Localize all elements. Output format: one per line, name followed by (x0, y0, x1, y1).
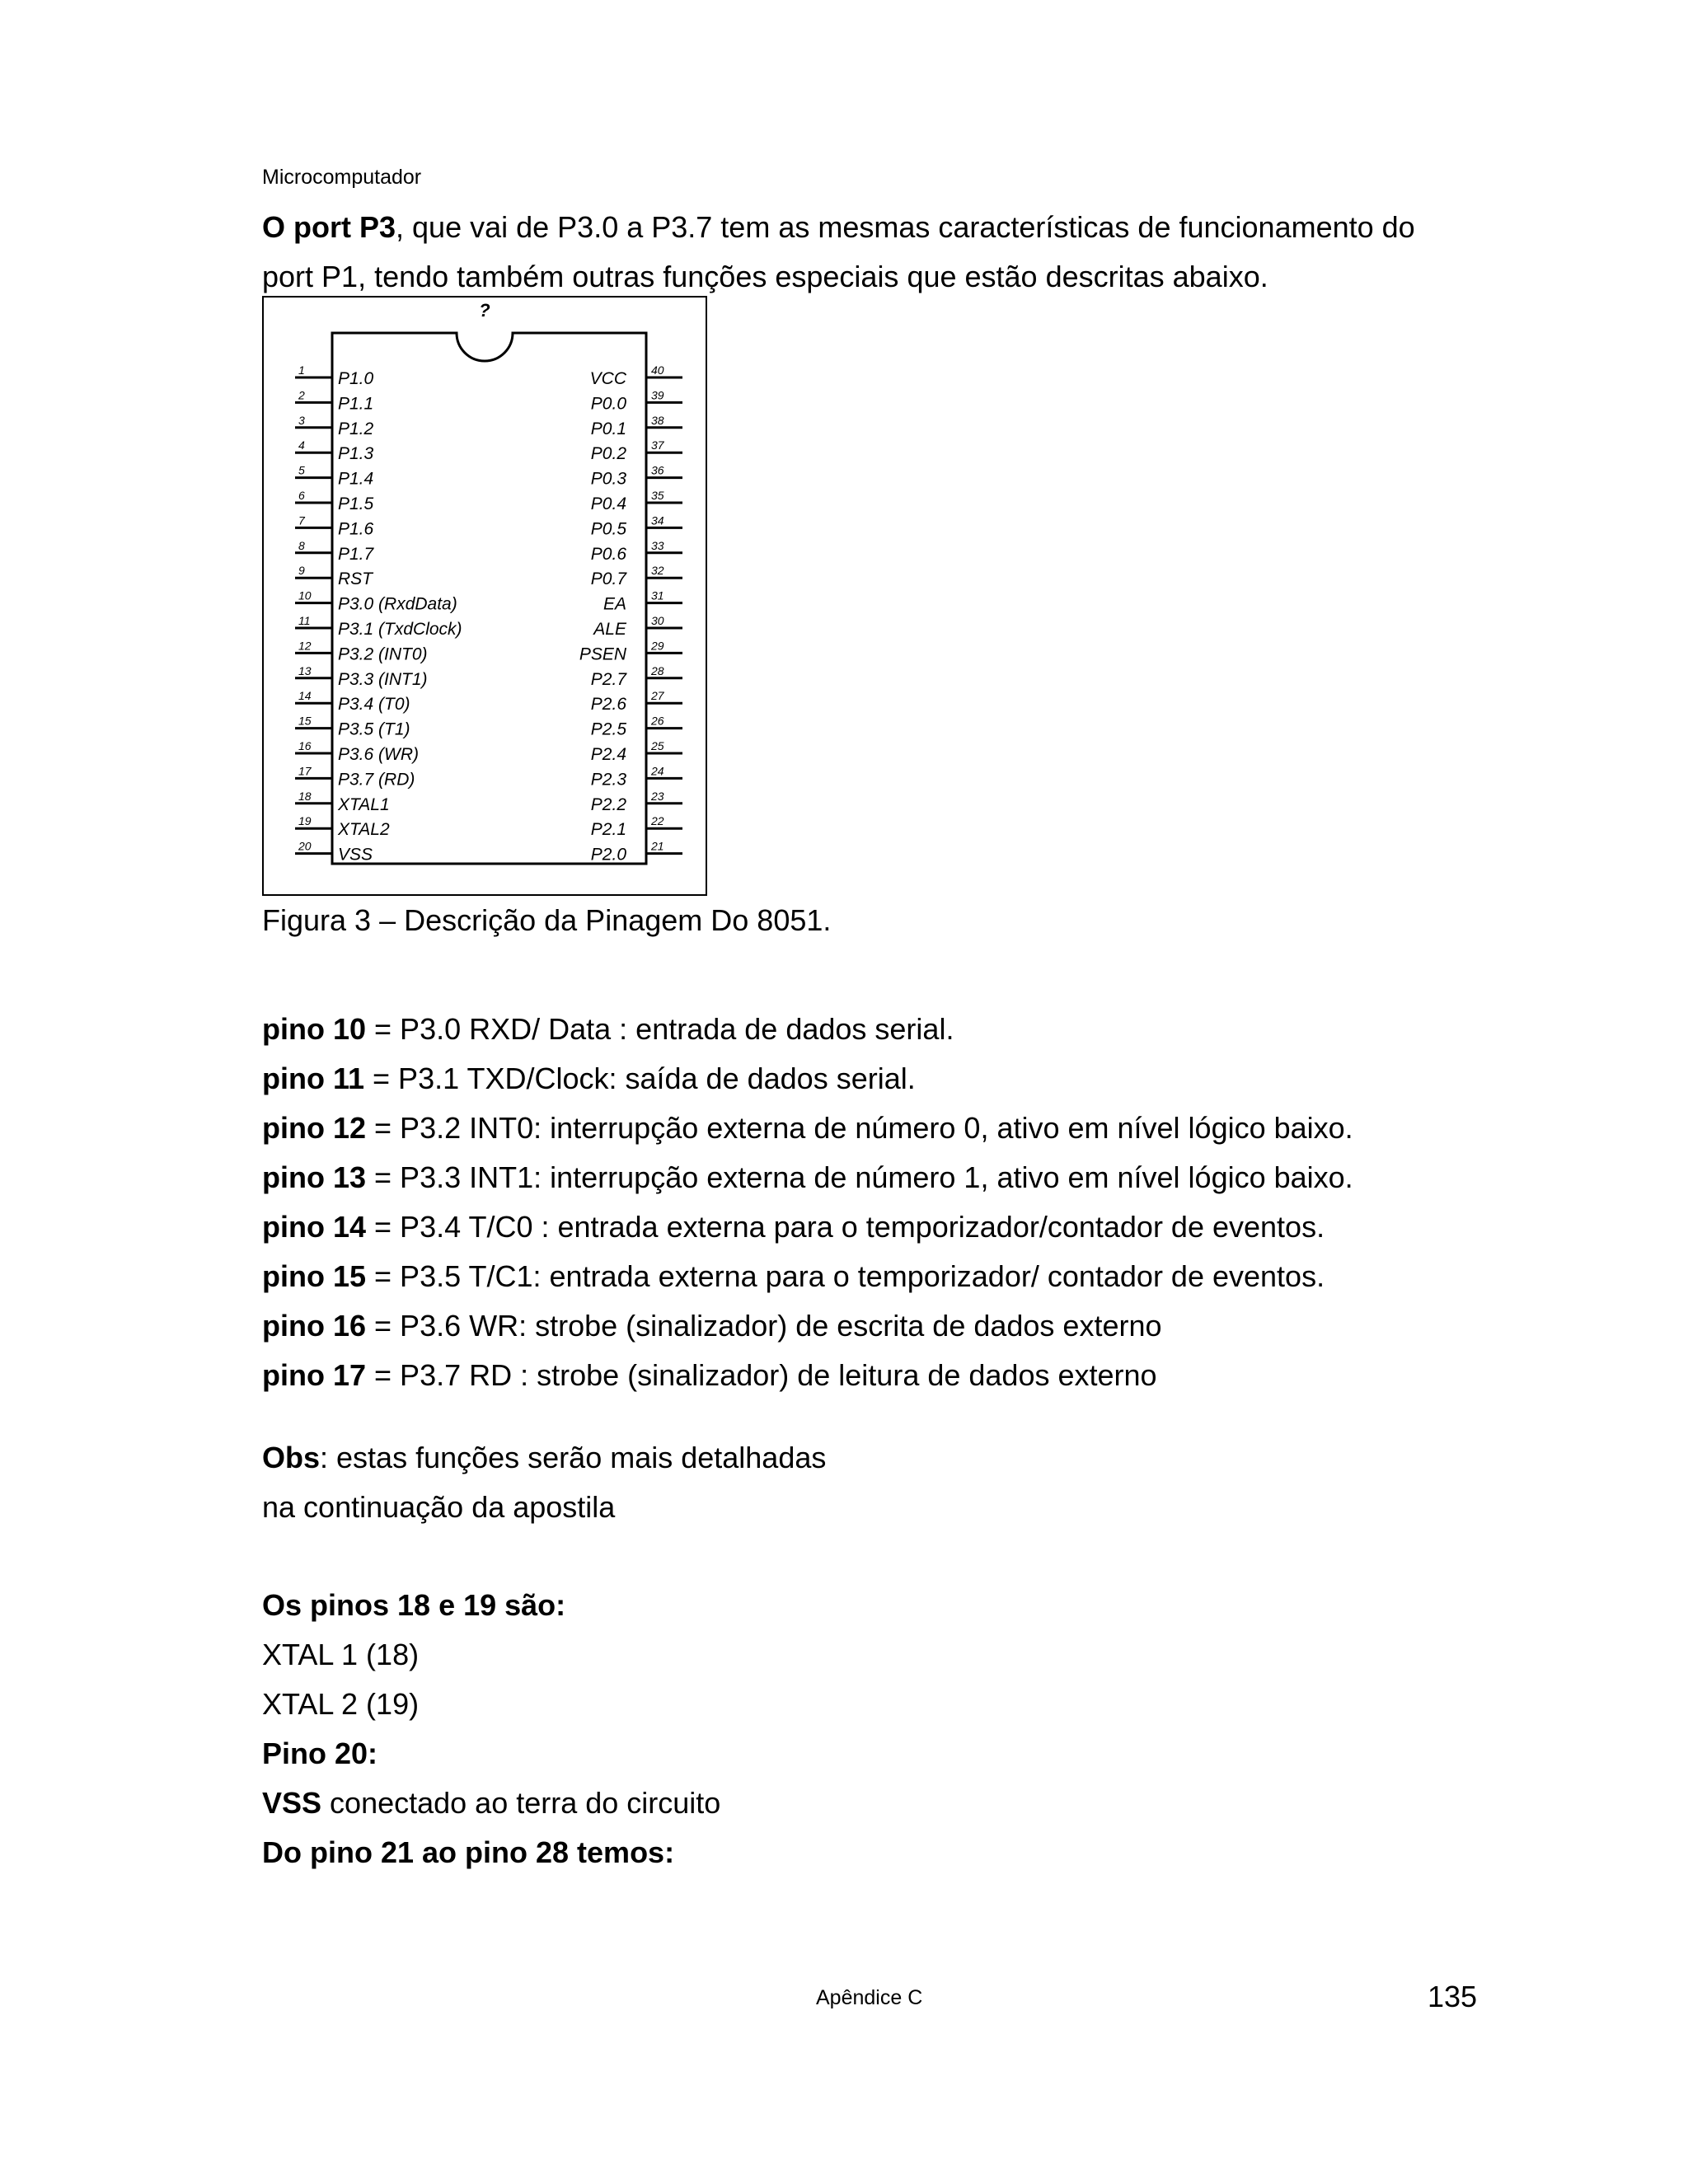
pin-number: 7 (298, 513, 305, 527)
pin-number: 36 (651, 463, 664, 477)
pin-label: P3.4 (T0) (338, 695, 410, 715)
pin-number: 2 (298, 388, 305, 402)
pin-number: 9 (298, 564, 305, 578)
vss-bold: VSS (262, 1786, 322, 1820)
pin-label: P0.6 (590, 544, 626, 564)
pin-label: P0.5 (590, 519, 626, 539)
pin-number: 14 (298, 689, 312, 703)
pin-number: 32 (651, 564, 664, 578)
pin-number: 26 (651, 714, 664, 728)
pin-label: EA (603, 594, 626, 614)
pin-description-line (262, 1012, 954, 1047)
pin-number: 12 (298, 639, 312, 653)
pin-description-number: pino 12 (262, 1111, 367, 1145)
pin-description-number: pino 16 (262, 1309, 367, 1343)
pin-description-number: pino 14 (262, 1210, 367, 1244)
pin-number: 11 (298, 614, 311, 627)
pin-label: P2.4 (590, 745, 626, 764)
pin-number: 40 (651, 363, 664, 377)
pin-label: P1.0 (338, 369, 374, 388)
pin-description-text: = P3.5 T/C1: entrada externa para o temporizador/ contador de eventos. (366, 1259, 1325, 1293)
pin-number: 1 (298, 363, 305, 377)
pin-number: 24 (651, 764, 664, 778)
pin-label: P2.3 (590, 770, 626, 790)
pin-label: VCC (589, 369, 626, 388)
pin-label: P1.5 (338, 494, 374, 513)
pin-label: P0.0 (590, 394, 626, 414)
obs-line-2: na continuação da apostila (262, 1490, 616, 1524)
pins-18-19-heading (262, 1588, 565, 1623)
pin-number: 15 (298, 714, 312, 728)
pin-label: P2.6 (590, 695, 626, 715)
vss-line (262, 1786, 720, 1821)
intro-line-1 (262, 203, 1415, 252)
pin-number: 19 (298, 814, 312, 828)
pin-label: P3.2 (INT0) (338, 644, 428, 664)
pin-description-number: pino 15 (262, 1259, 367, 1293)
pin-label: P1.4 (338, 469, 374, 489)
pin-label: P2.5 (590, 719, 626, 739)
pin-number: 33 (651, 538, 664, 552)
pin-description-line (262, 1210, 1325, 1244)
pin-number: 27 (651, 689, 664, 703)
pins-21-28-heading-text: Do pino 21 ao pino 28 temos: (262, 1835, 675, 1869)
pin-number: 8 (298, 538, 305, 552)
pin-number: 23 (651, 789, 664, 803)
pin-label: P2.7 (590, 669, 626, 689)
pin-number: 28 (651, 663, 664, 677)
pin-label: P0.3 (590, 469, 626, 489)
pin-description-number: pino 17 (262, 1358, 367, 1392)
pin-number: 25 (651, 739, 664, 752)
pin-label: P1.2 (338, 419, 374, 438)
pin-number: 21 (651, 839, 664, 853)
pin-label: P2.1 (590, 820, 626, 840)
intro-bold-lead: O port P3 (262, 210, 396, 244)
pin-label: P0.1 (590, 419, 626, 438)
pin-number: 35 (651, 489, 664, 502)
notch-mark: ? (479, 300, 490, 321)
pin-description-text: = P3.0 RXD/ Data : entrada de dados serial. (366, 1012, 954, 1046)
pin-label: P3.1 (TxdClock) (338, 620, 462, 639)
footer-section: Apêndice C (816, 1986, 923, 2009)
pin-number: 10 (298, 588, 312, 602)
pin-label: P3.5 (T1) (338, 719, 410, 739)
pin-label: P2.2 (590, 794, 626, 814)
pin-label: P0.4 (590, 494, 626, 513)
pin-label: P3.3 (INT1) (338, 669, 428, 689)
pin-description-text: = P3.3 INT1: interrupção externa de número 1, ativo em nível lógico baixo. (366, 1160, 1353, 1194)
pin-label: P1.3 (338, 444, 374, 464)
pin-description-line (262, 1111, 1353, 1146)
intro-line-2: port P1, tendo também outras funções especiais que estão descritas abaixo. (262, 260, 1268, 293)
pin-description-number: pino 10 (262, 1012, 367, 1046)
pin-description-text: = P3.6 WR: strobe (sinalizador) de escrita de dados externo (366, 1309, 1162, 1343)
pin-description-text: = P3.7 RD : strobe (sinalizador) de leitura de dados externo (366, 1358, 1157, 1392)
pin-number: 4 (298, 438, 305, 452)
pins-21-28-heading (262, 1835, 674, 1870)
pin-20-heading (262, 1736, 377, 1771)
pin-number: 6 (298, 489, 305, 502)
pin-description-text: = P3.4 T/C0 : entrada externa para o temporizador/contador de eventos. (366, 1210, 1325, 1244)
pin-label: P0.7 (590, 569, 626, 589)
xtal1-line: XTAL 1 (18) (262, 1638, 420, 1671)
pin-number: 37 (651, 438, 664, 452)
pin-label: P0.2 (590, 444, 626, 464)
pin-description-line (262, 1160, 1353, 1195)
pin-label: P2.0 (590, 845, 626, 865)
pin-number: 39 (651, 388, 664, 402)
pin-label: PSEN (579, 644, 626, 664)
pin-number: 20 (298, 839, 312, 853)
pin-description-line (262, 1358, 1157, 1393)
pin-number: 38 (651, 413, 664, 427)
pin-description-text: = P3.2 INT0: interrupção externa de número 0, ativo em nível lógico baixo. (366, 1111, 1353, 1145)
vss-rest: conectado ao terra do circuito (321, 1786, 721, 1820)
pin-description-number: pino 13 (262, 1160, 367, 1194)
pin-number: 16 (298, 739, 312, 752)
pin-number: 17 (298, 764, 312, 778)
pin-label: XTAL2 (338, 820, 390, 840)
page-number: 135 (1428, 1980, 1478, 2013)
pin-label: ALE (593, 620, 626, 639)
pin-label: P3.0 (RxdData) (338, 594, 457, 614)
pin-number: 34 (651, 513, 664, 527)
pinout-figure (262, 296, 707, 896)
running-header: Microcomputador (262, 166, 422, 189)
pin-label: P3.7 (RD) (338, 770, 415, 790)
intro-line-1-rest: , que vai de P3.0 a P3.7 tem as mesmas características de funcionamento do (396, 210, 1415, 244)
right-pins (579, 363, 682, 865)
pin-label: XTAL1 (338, 794, 390, 814)
obs-line-1-rest: : estas funções serão mais detalhadas (320, 1441, 827, 1474)
pin-label: P3.6 (WR) (338, 745, 420, 764)
pin-label: P1.6 (338, 519, 374, 539)
pin-number: 30 (651, 614, 664, 627)
pins-18-19-heading-text: Os pinos 18 e 19 são: (262, 1588, 566, 1622)
pin-number: 29 (651, 639, 664, 653)
xtal2-line: XTAL 2 (19) (262, 1687, 420, 1721)
pin-description-text: = P3.1 TXD/Clock: saída de dados serial. (364, 1062, 916, 1095)
pin-number: 22 (651, 814, 664, 828)
pin-label: P1.7 (338, 544, 374, 564)
pin-number: 3 (298, 413, 305, 427)
pin-description-line (262, 1259, 1325, 1294)
pin-description-line (262, 1309, 1162, 1343)
left-pins (295, 363, 462, 865)
pin-label: P1.1 (338, 394, 374, 414)
figure-caption: Figura 3 – Descrição da Pinagem Do 8051. (262, 903, 832, 937)
obs-line-1 (262, 1441, 826, 1475)
obs-bold: Obs (262, 1441, 321, 1474)
pinout-diagram (264, 298, 706, 894)
pin-description-line (262, 1062, 916, 1096)
pin-label: VSS (338, 845, 373, 865)
pin-20-heading-text: Pino 20: (262, 1736, 378, 1770)
pin-label: RST (338, 569, 373, 589)
pin-description-number: pino 11 (262, 1062, 365, 1095)
pin-number: 5 (298, 463, 305, 477)
pin-number: 31 (651, 588, 664, 602)
pin-number: 13 (298, 663, 312, 677)
pin-number: 18 (298, 789, 312, 803)
